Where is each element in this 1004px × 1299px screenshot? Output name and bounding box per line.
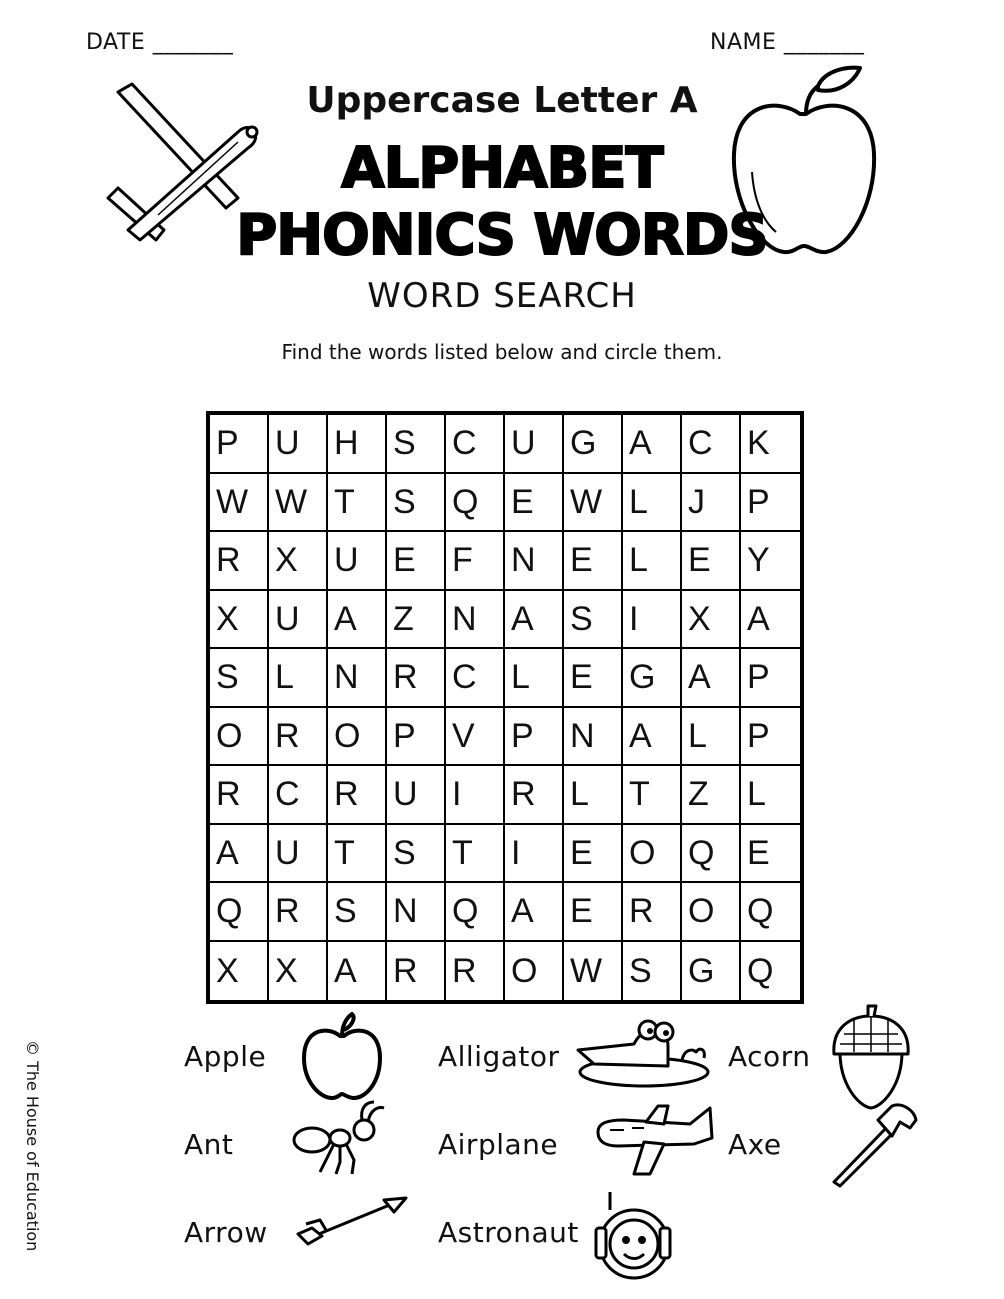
grid-cell[interactable]: S	[623, 942, 682, 1001]
grid-cell[interactable]: Q	[747, 951, 774, 990]
grid-cell[interactable]: U	[505, 415, 564, 474]
grid-cell[interactable]: R	[505, 766, 564, 825]
grid-cell[interactable]: Q	[682, 825, 741, 884]
grid-cell[interactable]: O	[505, 942, 564, 1001]
grid-cell[interactable]: R	[269, 708, 328, 767]
grid-cell[interactable]: N	[387, 883, 446, 942]
word-label-axe: Axe	[728, 1128, 782, 1161]
grid-cell[interactable]: X	[210, 942, 269, 1001]
grid-cell[interactable]: R	[623, 883, 682, 942]
grid-cell[interactable]: E	[564, 649, 623, 708]
grid-cell[interactable]: E	[564, 532, 623, 591]
grid-cell[interactable]: R	[387, 942, 446, 1001]
word-label-alligator: Alligator	[438, 1040, 560, 1073]
grid-cell[interactable]: U	[387, 766, 446, 825]
grid-cell[interactable]: A	[623, 708, 682, 767]
grid-cell[interactable]: P	[210, 415, 269, 474]
grid-cell[interactable]: R	[210, 766, 269, 825]
grid-cell[interactable]: E	[741, 825, 800, 884]
grid-cell[interactable]: Y	[741, 532, 800, 591]
title-line-1: ALPHABET	[341, 136, 663, 201]
copyright-notice: © The House of Education	[23, 1040, 42, 1252]
grid-cell[interactable]: I	[623, 591, 682, 650]
grid-cell[interactable]: S	[387, 825, 446, 884]
grid-cell[interactable]: O	[682, 883, 741, 942]
grid-cell[interactable]: L	[269, 649, 328, 708]
grid-cell[interactable]: R	[210, 532, 269, 591]
grid-cell[interactable]: O	[328, 708, 387, 767]
grid-cell[interactable]: W	[210, 474, 269, 533]
grid-cell[interactable]: X	[269, 532, 328, 591]
grid-cell[interactable]: U	[269, 415, 328, 474]
grid-cell[interactable]: A	[741, 591, 800, 650]
grid-cell[interactable]: G	[564, 415, 623, 474]
grid-cell[interactable]: V	[446, 708, 505, 767]
grid-cell[interactable]: S	[387, 415, 446, 474]
grid-cell[interactable]: U	[269, 591, 328, 650]
grid-cell[interactable]: A	[623, 415, 682, 474]
grid-cell[interactable]: X	[210, 591, 269, 650]
worksheet-type: WORD SEARCH	[367, 276, 637, 316]
grid-cell[interactable]: Q	[446, 883, 505, 942]
title-line-2: PHONICS WORDS	[236, 203, 768, 268]
grid-cell[interactable]: A	[328, 591, 387, 650]
word-label-arrow: Arrow	[184, 1216, 268, 1249]
grid-cell[interactable]: W	[564, 942, 623, 1001]
word-search-grid	[206, 411, 804, 1004]
astronaut-icon	[594, 1188, 672, 1292]
ant-icon	[290, 1100, 390, 1178]
grid-cell[interactable]: O	[210, 708, 269, 767]
word-label-astronaut: Astronaut	[438, 1216, 579, 1249]
grid-cell[interactable]: E	[682, 532, 741, 591]
grid-cell[interactable]: N	[505, 532, 564, 591]
grid-cell[interactable]: H	[328, 415, 387, 474]
grid-cell[interactable]: N	[446, 591, 505, 650]
grid-cell[interactable]: S	[564, 591, 623, 650]
grid-cell[interactable]: L	[623, 474, 682, 533]
grid-cell[interactable]: P	[387, 708, 446, 767]
grid-cell[interactable]: I	[505, 825, 564, 884]
grid-cell[interactable]: U	[269, 825, 328, 884]
grid-cell[interactable]: L	[505, 649, 564, 708]
grid-cell[interactable]: R	[446, 942, 505, 1001]
grid-cell[interactable]: X	[682, 591, 741, 650]
grid-cell[interactable]: E	[505, 474, 564, 533]
grid-cell[interactable]: A	[210, 825, 269, 884]
grid-cell[interactable]: P	[741, 649, 800, 708]
grid-cell[interactable]: C	[682, 415, 741, 474]
grid-cell[interactable]: T	[328, 825, 387, 884]
grid-cell[interactable]: T	[623, 766, 682, 825]
grid-cell[interactable]: C	[446, 415, 505, 474]
arrow-icon	[294, 1196, 410, 1248]
grid-cell[interactable]: Q	[741, 883, 800, 942]
grid-cell[interactable]: A	[505, 591, 564, 650]
subtitle: Uppercase Letter A	[306, 80, 698, 121]
grid-cell[interactable]: X	[269, 942, 328, 1001]
grid-cell[interactable]: O	[623, 825, 682, 884]
grid-cell[interactable]: W	[269, 474, 328, 533]
grid-cell[interactable]: N	[328, 649, 387, 708]
grid-cell[interactable]: Q	[446, 474, 505, 533]
word-label-ant: Ant	[184, 1128, 234, 1161]
grid-cell[interactable]: P	[741, 474, 800, 533]
grid-cell[interactable]: G	[623, 649, 682, 708]
word-label-acorn: Acorn	[728, 1040, 811, 1073]
grid-cell[interactable]: K	[741, 415, 800, 474]
grid-cell[interactable]: L	[682, 708, 741, 767]
grid-cell[interactable]: G	[682, 942, 741, 1001]
grid-cell[interactable]: R	[269, 883, 328, 942]
grid-cell[interactable]: E	[387, 532, 446, 591]
acorn-icon	[830, 1004, 912, 1110]
grid-cell[interactable]: T	[446, 825, 505, 884]
grid-cell[interactable]: A	[328, 942, 387, 1001]
grid-cell[interactable]: E	[564, 883, 623, 942]
grid-cell[interactable]: A	[682, 649, 741, 708]
apple-icon	[300, 1010, 384, 1102]
grid-cell[interactable]: I	[446, 766, 505, 825]
grid-cell[interactable]: S	[210, 649, 269, 708]
grid-cell[interactable]: A	[505, 883, 564, 942]
grid-cell[interactable]: C	[269, 766, 328, 825]
grid-cell[interactable]: J	[682, 474, 741, 533]
date-field[interactable]: DATE _______	[86, 30, 234, 55]
grid-cell[interactable]: E	[564, 825, 623, 884]
axe-icon	[830, 1098, 920, 1188]
grid-cell[interactable]: L	[564, 766, 623, 825]
grid-cell[interactable]: Q	[210, 883, 269, 942]
grid-cell[interactable]: F	[446, 532, 505, 591]
airplane-icon	[594, 1102, 716, 1180]
instructions: Find the words listed below and circle them.	[281, 340, 723, 364]
grid-cell[interactable]: W	[564, 474, 623, 533]
grid-cell[interactable]: R	[328, 766, 387, 825]
name-field[interactable]: NAME _______	[710, 30, 865, 55]
word-label-airplane: Airplane	[438, 1128, 559, 1161]
grid-cell[interactable]: C	[446, 649, 505, 708]
grid-cell[interactable]: N	[564, 708, 623, 767]
grid-cell[interactable]: P	[741, 708, 800, 767]
grid-cell[interactable]: L	[741, 766, 800, 825]
word-label-apple: Apple	[184, 1040, 267, 1073]
grid-cell[interactable]: L	[623, 532, 682, 591]
grid-cell[interactable]: U	[328, 532, 387, 591]
grid-cell[interactable]: R	[387, 649, 446, 708]
grid-cell[interactable]: P	[505, 708, 564, 767]
alligator-icon	[574, 1016, 712, 1090]
grid-cell[interactable]: S	[387, 474, 446, 533]
grid-cell[interactable]: Z	[387, 591, 446, 650]
grid-cell[interactable]: Z	[682, 766, 741, 825]
grid-cell[interactable]: S	[328, 883, 387, 942]
grid-cell[interactable]: T	[328, 474, 387, 533]
